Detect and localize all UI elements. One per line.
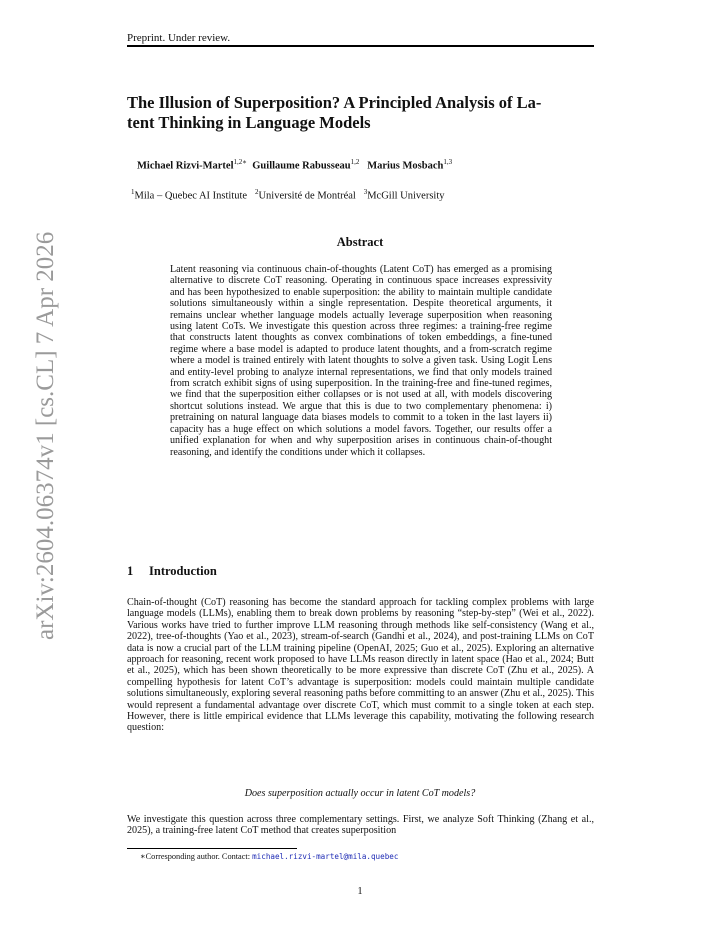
paper-title	[127, 93, 597, 133]
affil-sup: 3	[363, 188, 368, 196]
author-name: Michael Rizvi-Martel	[137, 160, 234, 172]
intro-paragraph: Chain-of-thought (CoT) reasoning has become the standard approach for tackling complex problems with large language models (LLMs), enabling them to break down problems by reasoning “step-by-step” (Wei et al., 2022). Various works have tried to further improve LLM reasoning through methods like self-consistency (Wang et al., 2022), tree-of-thoughts (Yao et al., 2023), stream-of-search (Gandhi et al., 2024), and post-training LLMs on CoT data is now a crucial part of the LLM training pipeline (OpenAI, 2025; Guo et al., 2025). Exploring an alternative approach for reasoning, recent work proposed to have LLMs reason directly in latent space (Hao et al., 2024; Butt et al., 2025), which has been shown theoretically to be more expressive than discrete CoT (Zhu et al., 2025). A compelling hypothesis for latent CoT’s advantage is superposition: models could maintain multiple candidate solutions simultaneously, exploring several reasoning paths before committing to an answer (Zhu et al., 2025). This would represent a fundamental advantage over discrete CoT, which must commit to a single token at each step. However, there is little empirical evidence that LLMs leverage this capability, motivating the following research question:	[127, 597, 594, 734]
author-name: Guillaume Rabusseau	[252, 160, 351, 172]
paper-title-text: The Illusion of Superposition? A Principled Analysis of La- tent Thinking in Language Models	[127, 93, 542, 132]
affil-sup: 1	[131, 188, 135, 196]
footnote-label: ∗Corresponding author. Contact:	[140, 852, 253, 861]
affiliation: Université de Montréal	[258, 190, 356, 202]
intro-paragraph: We investigate this question across three complementary settings. First, we analyze Soft Thinking (Zhang et al., 2025), a training-free latent CoT method that creates superposition	[127, 814, 594, 837]
affiliation-list	[131, 188, 445, 202]
author-list	[137, 158, 452, 172]
footnote-rule	[127, 848, 297, 849]
abstract-heading: Abstract	[336, 235, 384, 249]
running-header: Preprint. Under review.	[127, 32, 231, 44]
header-rule	[127, 45, 594, 47]
affiliation: Mila – Quebec AI Institute	[134, 190, 248, 202]
footnote	[140, 851, 398, 861]
page-number: 1	[357, 886, 363, 897]
section-number: 1	[127, 564, 134, 578]
section-heading	[127, 564, 217, 579]
affiliation: McGill University	[367, 190, 445, 202]
author-affil-sup: 1,2∗	[233, 158, 248, 166]
author-name: Marius Mosbach	[367, 160, 444, 172]
affil-sup: 2	[254, 188, 259, 196]
author-affil-sup: 1,2	[350, 158, 360, 166]
abstract-body: Latent reasoning via continuous chain-of-thoughts (Latent CoT) has emerged as a promising alternative to discrete CoT reasoning. Operating in continuous space increases expressivity and has been hypothesized to enable superposition: the ability to maintain multiple candidate solutions simultaneously within a single representation. Despite theoretical arguments, it remains unclear whether language models actually leverage superposition when reasoning using latent CoTs. We investigate this question across three regimes: a training-free regime that constructs latent thoughts as convex combinations of token embeddings, a fine-tuned regime where a base model is adapted to produce latent thoughts, and a from-scratch regime where a model is trained entirely with latent thoughts to solve a given task. Using Logit Lens and entity-level probing to analyze internal representations, we find that only models trained from scratch exhibit signs of using superposition. In the training-free and fine-tuned regimes, we find that the superposition either collapses or is not used at all, with models discovering shortcut solutions instead. We argue that this is due to two complementary phenomena: i) pretraining on natural language data biases models to commit to a token in the last layers ii) capacity has a huge effect on which solutions a model favors. Together, our results offer a unified explanation for when and why superposition arises in continuous chain-of-thought reasoning, and identify the conditions under which it collapses.	[170, 264, 552, 458]
research-question: Does superposition actually occur in latent CoT models?	[244, 788, 476, 799]
section-title: Introduction	[149, 564, 217, 578]
arxiv-stamp: arXiv:2604.06374v1 [cs.CL] 7 Apr 2026	[32, 231, 59, 640]
footnote-email-link[interactable]: michael.rizvi-martel@mila.quebec	[252, 852, 399, 861]
author-affil-sup: 1,3	[443, 158, 453, 166]
